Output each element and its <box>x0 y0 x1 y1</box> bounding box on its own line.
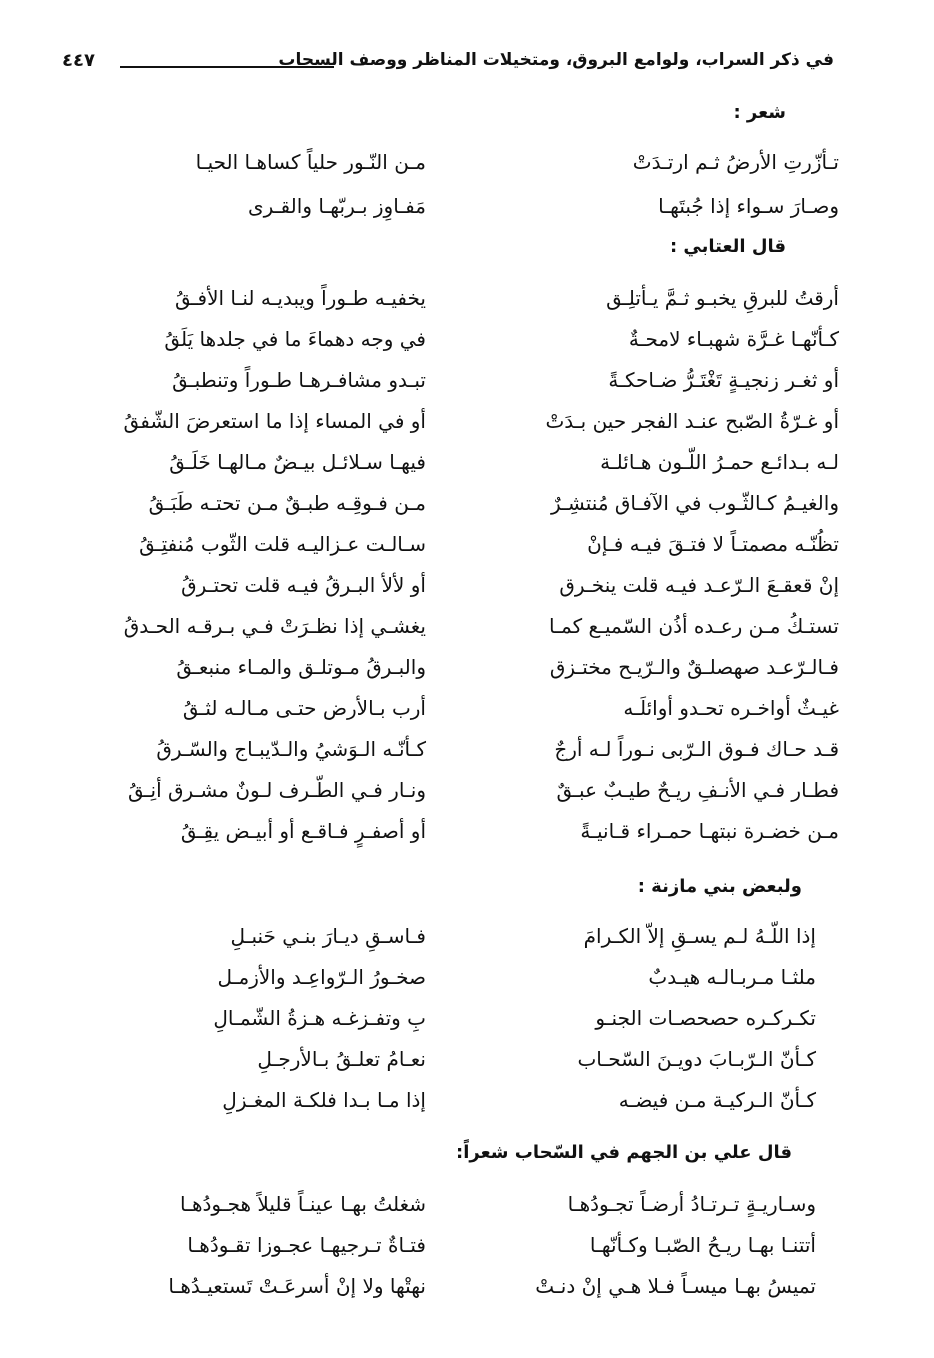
page-header <box>62 44 834 84</box>
verse-second-hemistich: يغشـي إذا نظـرَتْ فـي بـرقـه الحـدقُ <box>123 614 426 638</box>
verse-first-hemistich: أو ثغـر زنجيـةٍ تَغْتَـرُّ ضـاحكـةً <box>608 368 839 392</box>
verse-first-hemistich: إنْ قعقـعَ الـرّعـد فيـه قلت ينخـرق <box>559 573 839 597</box>
verse-second-hemistich: مـن النّـور حلياً كساهـا الحيـا <box>195 150 426 174</box>
verse-second-hemistich: مَفـاوِز بـربّهـا والقـرى <box>248 194 426 218</box>
verse-first-hemistich: تظُنّـه مصمتـاً لا فتـقَ فيـه فـإنْ <box>587 532 839 556</box>
verse-first-hemistich: أرقتُ للبرقِ يخبـو ثـمَّ يـأتلِـق <box>606 286 839 310</box>
verse-first-hemistich: قـد حـاك فـوق الـرّبى نـوراً لـه أرجٌ <box>554 737 839 761</box>
section-heading: شعر : <box>733 102 786 123</box>
verse-second-hemistich: أو في المساء إذا ما استعرضَ الشّفقُ <box>123 409 426 433</box>
verse-second-hemistich: سـالـت عـزاليـه قلت الثّوب مُنفتِـقُ <box>139 532 426 556</box>
verse-second-hemistich: أو لألأ البـرقُ فيـه قلت تحتـرقُ <box>181 573 426 597</box>
verse-first-hemistich: تكـركـره حصحصـات الجنـو <box>595 1006 816 1030</box>
verse-second-hemistich: مـن فـوقِـه طبـقٌ مـن تحتـه طَبَـقُ <box>148 491 426 515</box>
verse-first-hemistich: أتتنـا بهـا ريـحُ الصّبـا وكـأنّهـا <box>589 1233 816 1257</box>
verse-first-hemistich: كـأنّ الـركيـة مـن فيضـه <box>618 1088 816 1112</box>
section-heading: ولبعض بني مازنة : <box>637 876 802 897</box>
verse-second-hemistich: صخـورُ الـرّواعِـد والأزمـل <box>217 965 426 989</box>
verse-first-hemistich: أو غـرّةُ الصّبح عنـد الفجر حين بـدَتْ <box>545 409 839 433</box>
verse-second-hemistich: فيهـا سـلائـل بيـضٌ مـالهـا خَلَـقُ <box>169 450 426 474</box>
verse-second-hemistich: إذا مـا بـدا فلكـة المغـزلِ <box>222 1088 426 1112</box>
verse-first-hemistich: كـأنّ الـرّبـابَ دويـنَ السّحـاب <box>577 1047 816 1071</box>
verse-second-hemistich: فتـاةٌ تـرجيهـا عجـوزا تقـودُهـا <box>187 1233 426 1257</box>
section-heading: قال العتابي : <box>669 236 786 257</box>
verse-second-hemistich: في وجه دهماءَ ما في جلدها يَلَقُ <box>164 327 426 351</box>
verse-first-hemistich: غيـثٌ أواخـره تحـدو أوائلَـه <box>623 696 839 720</box>
verse-first-hemistich: وسـاريـةٍ تـرتـادُ أرضـاً تجـودُهـا <box>567 1192 816 1216</box>
verse-first-hemistich: مـن خضـرة نبتهـا حمـراء قـانيـةً <box>580 819 839 843</box>
verse-first-hemistich: وصـارَ سـواء إذا جُبتَهـا <box>658 194 839 218</box>
verse-first-hemistich: والغيـمُ كـالثّـوب في الآفـاق مُنتشِـرٌ <box>551 491 839 515</box>
verse-first-hemistich: تـأزّرتِ الأرضُ ثـم ارتـدَتْ <box>632 150 839 174</box>
verse-first-hemistich: ملثـا مـربـالـه هيـدبٌ <box>648 965 816 989</box>
verse-second-hemistich: شغلتُ بهـا عينـاً قليلاً هجـودُهـا <box>180 1192 426 1216</box>
verse-second-hemistich: أو أصفـرٍ فـاقـع أو أبيـض يقِـقُ <box>180 819 426 843</box>
verse-first-hemistich: فطـار فـي الأنـفِ ريـحٌ طيـبٌ عبـقٌ <box>556 778 839 802</box>
verse-second-hemistich: تبـدو مشافـرهـا طـوراً وتنطبـقُ <box>172 368 426 392</box>
verse-second-hemistich: ونـار فـي الطّـرف لـونٌ مشـرق أنِـقُ <box>128 778 426 802</box>
verse-second-hemistich: يخفيـه طـوراً ويبديـه لنـا الأفـقُ <box>174 286 426 310</box>
verse-second-hemistich: أرب بـالأرض حتـى مـالـه لثـقُ <box>182 696 426 720</box>
verse-second-hemistich: والبـرقُ مـوتلـق والمـاء منبعـقُ <box>176 655 426 679</box>
verse-first-hemistich: فـالـرّعـد صهصلـقٌ والـرّيـح مختـزق <box>549 655 839 679</box>
verse-first-hemistich: كـأنّهـا غـرَّة شهبـاء لامحـةٌ <box>628 327 839 351</box>
verse-second-hemistich: نهتْها ولا إنْ أسرعَـتْ تَستعيـدُهـا <box>168 1274 426 1298</box>
verse-second-hemistich: كـأنّـه الـوَشيُ والـدّيبـاج والسّـرقُ <box>156 737 426 761</box>
verse-first-hemistich: تميسُ بهـا ميسـاً فـلا هـي إنْ دنـتْ <box>535 1274 816 1298</box>
verse-first-hemistich: تستـكُ مـن رعـده أذُن السّميـع كمـا <box>549 614 839 638</box>
verse-first-hemistich: لـه بـدائـع حمـرُ اللّـون هـائلـة <box>600 450 839 474</box>
header-rule <box>120 66 334 68</box>
page-number: ٤٤٧ <box>62 50 95 71</box>
verse-second-hemistich: نعـامُ تعلـقُ بـالأرجـلِ <box>257 1047 426 1071</box>
section-heading: قال علي بن الجهم في السّحاب شعراً: <box>456 1142 792 1163</box>
running-title: في ذكر السراب، ولوامع البروق، ومتخيلات المناظر ووصف السحاب <box>278 50 834 70</box>
verse-second-hemistich: بِ وتفـزغـه هـزةُ الشّمـالِ <box>213 1006 426 1030</box>
verse-second-hemistich: فـاسـقِ ديـارَ بنـي حَنبـلِ <box>230 924 426 948</box>
verse-first-hemistich: إذا اللّـهُ لـم يسـقِ إلاّ الكـرامَ <box>583 924 816 948</box>
